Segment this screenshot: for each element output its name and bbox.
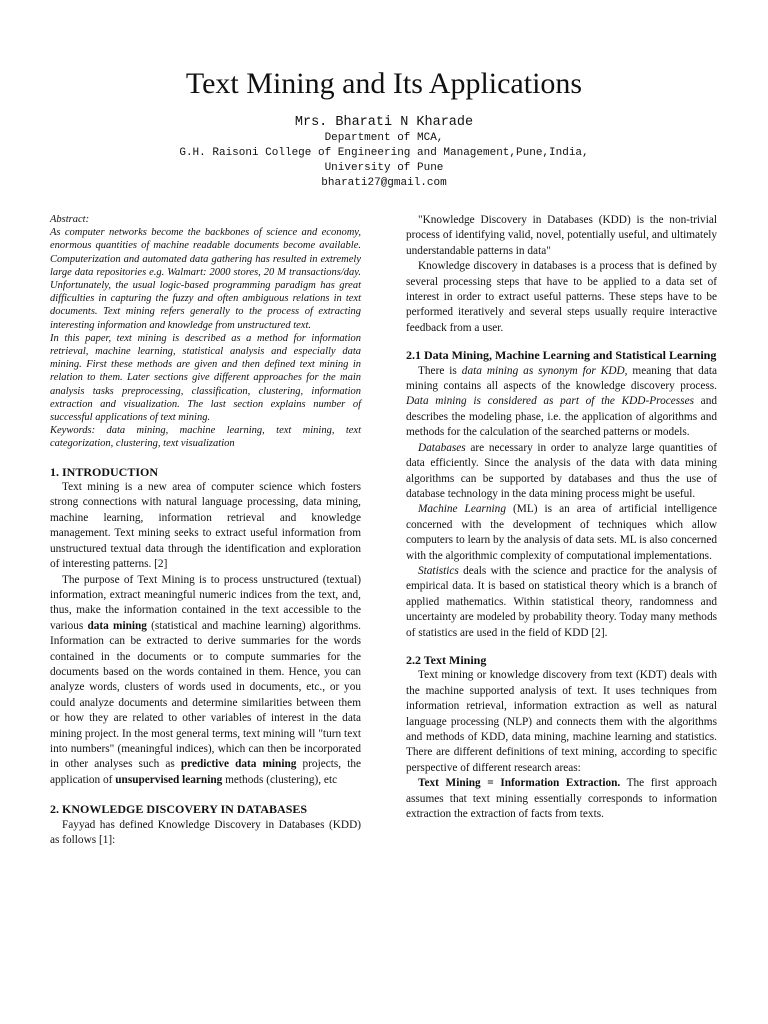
- paragraph: Text mining or knowledge discovery from text (KDT) deals with the machine supported analysis of text. It uses techniques from information retrieval, information extraction as well as natural language processing (NLP) and connects them with the algorithms and methods of KDD, data mining, machine learning and statistics. There are different definitions of text mining, according to specific perspective of different research areas:: [406, 669, 717, 774]
- section-heading: 2.2 Text Mining: [406, 652, 487, 667]
- section-heading: 2. KNOWLEDGE DISCOVERY IN DATABASES: [50, 802, 308, 817]
- paragraph: The purpose of Text Mining is to process unstructured (textual) information, extract meaningful numeric indices from the text, and, thus, make the information contained in the text accessible to the various data mining (statistical and machine learning) algorithms. Information can be extracted to derive summaries for the words contained in the documents or to compute summaries for the documents based on the words contained in them. Hence, you can analyze words, clusters of words used in documents, etc., or you could analyze documents and determine similarities between them or how they are related to other variables of interest in the data mining project. In the most general terms, text mining will "turn text into numbers" (meaningful indices), which can then be incorporated in other analyses such as predictive data mining projects, the application of unsupervised learning methods (clustering), etc: [50, 573, 361, 786]
- abstract: [50, 213, 361, 451]
- author-name: Mrs. Bharati N Kharade: [294, 115, 474, 130]
- abstract-label: Abstract:: [50, 214, 90, 225]
- abstract-paragraph: As computer networks become the backbones of science and economy, enormous quantities of machine readable documents become available. Computerization and automated data gathering has resulted in extremely large data repositories e.g. Walmart: 2000 stores, 20 M transactions/day. Unfortunately, the usual logic-based programming paradigm has great difficulties in capturing the fuzzy and often ambiguous relations in text documents. Text mining refers generally to the process of extracting interesting information and knowledge from unstructured text.: [50, 227, 361, 331]
- college: G.H. Raisoni College of Engineering and Management,Pune,India,: [179, 147, 589, 159]
- left-column: [50, 213, 361, 848]
- paragraph: Knowledge discovery in databases is a process that is defined by several processing steps that have to be applied to a data set of interest in order to extract useful patterns. These steps have to be performed iteratively and several steps usually require interactive feedback from a user.: [406, 260, 717, 334]
- paragraph: Databases are necessary in order to analyze large quantities of data efficiently. Since the analysis of the data with data mining algorithms can be supported by databases and thus the use of database technology in the data mining process might be useful.: [406, 441, 717, 500]
- author-block: [0, 114, 768, 191]
- bold-term: predictive data mining: [180, 758, 297, 771]
- kdd-definition-quote: "Knowledge Discovery in Databases (KDD) is the non-trivial process of identifying valid, novel, potentially useful, and ultimately understandable patterns in data": [406, 214, 717, 257]
- paragraph: Fayyad has defined Knowledge Discovery in Databases (KDD) as follows [1]:: [50, 818, 361, 846]
- paragraph: Statistics deals with the science and practice for the analysis of empirical data. It is based on statistical theory which is a branch of applied mathematics. Within statistical theory, randomness and uncertainty are modeled by probability theory. Today many methods of statistics are used in the field of KDD [2].: [406, 564, 717, 639]
- paragraph: There is data mining as synonym for KDD, meaning that data mining contains all aspects of the knowledge discovery process. Data mining is considered as part of the KDD-Processes and describes the modeling phase, i.e. the application of algorithms and methods for the calculation of the searched patterns or models.: [406, 364, 717, 439]
- department: Department of MCA,: [324, 132, 444, 144]
- paper-title: Text Mining and Its Applications: [185, 67, 583, 100]
- paragraph: Text mining is a new area of computer science which fosters strong connections with natural language processing, data mining, machine learning, information retrieval and knowledge management. Text mining seeks to extract useful information from unstructured textual data through the identification and exploration of interesting patterns. [2]: [50, 481, 361, 571]
- section-heading: 1. INTRODUCTION: [50, 464, 159, 479]
- university: University of Pune: [324, 162, 444, 174]
- bold-term: unsupervised learning: [115, 773, 223, 786]
- section-heading: 2.1 Data Mining, Machine Learning and Statistical Learning: [406, 348, 717, 363]
- paragraph: Machine Learning (ML) is an area of artificial intelligence concerned with the development of techniques which allow computers to learn by the analysis of data sets. ML is also concerned with the algorithmic complexity of computational implementations.: [406, 503, 717, 562]
- right-column: [406, 213, 717, 822]
- email: bharati27@gmail.com: [321, 177, 447, 189]
- keywords: Keywords: data mining, machine learning, text mining, text categorization, clustering, text visualization: [50, 425, 361, 450]
- bold-term: data mining: [87, 619, 147, 632]
- abstract-paragraph: In this paper, text mining is described as a method for information retrieval, machine learning, statistical analysis and especially data mining. First these methods are given and then defined text mining in relation to them. Later sections give different approaches for the main analysis tasks preprocessing, classification, clustering, information extraction and visualization. The last section explains number of successful applications of text mining.: [50, 332, 361, 424]
- paragraph: Text Mining = Information Extraction. The first approach assumes that text mining essentially corresponds to information extraction the extraction of facts from texts.: [406, 777, 717, 821]
